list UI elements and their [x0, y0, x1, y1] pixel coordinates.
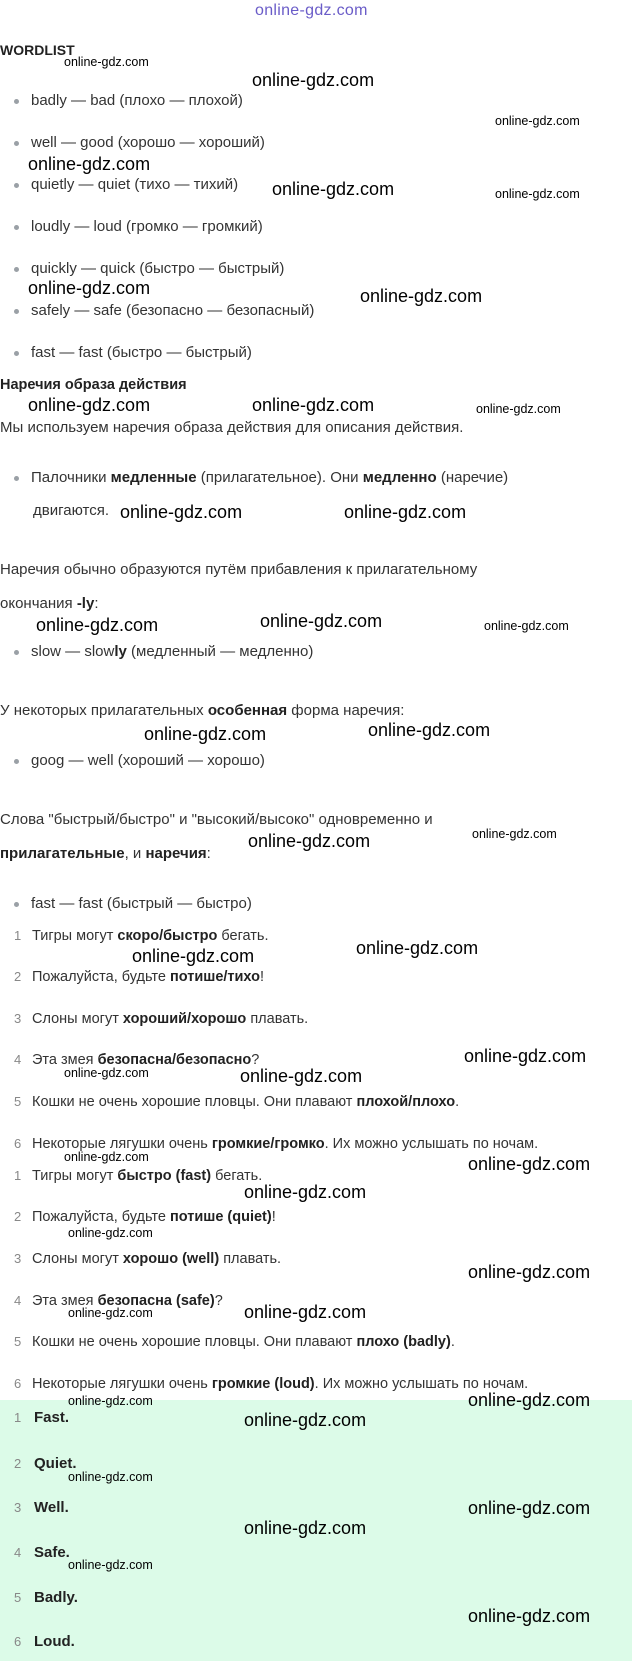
watermark: online-gdz.com [464, 1046, 587, 1066]
wordlist-item: quietly — quiet (тихо — тихий) [14, 176, 238, 193]
bullet-icon [14, 759, 19, 764]
watermark: online-gdz.com [468, 1390, 591, 1410]
watermark: online-gdz.com [360, 286, 483, 306]
paragraph: Мы используем наречия образа действия для описания действия. [0, 419, 464, 436]
watermark: online-gdz.com [260, 611, 383, 631]
watermark: online-gdz.com [468, 1498, 591, 1518]
bullet-icon [14, 650, 19, 655]
answer-item: 1 Fast. [14, 1409, 70, 1426]
watermark: online-gdz.com [248, 831, 371, 851]
paragraph: Наречия обычно образуются путём прибавления к прилагательному [0, 561, 478, 578]
translation-item: 2 Пожалуйста, будьте потише (quiet)! [14, 1209, 276, 1225]
watermark: online-gdz.com [68, 1306, 153, 1320]
exercise-item: 6 Некоторые лягушки очень громкие/громко. Их можно услышать по ночам. [14, 1136, 539, 1152]
watermark: online-gdz.com [68, 1394, 153, 1408]
watermark: online-gdz.com [64, 1066, 149, 1080]
watermark: online-gdz.com [252, 70, 375, 90]
watermark: online-gdz.com [132, 946, 255, 966]
paragraph: Слова "быстрый/быстро" и "высокий/высоко" одновременно и [0, 811, 433, 828]
watermark: online-gdz.com [472, 827, 557, 841]
watermark: online-gdz.com [240, 1066, 363, 1086]
bullet-icon [14, 902, 19, 907]
translation-item: 1 Тигры могут быстро (fast) бегать. [14, 1168, 263, 1184]
example-item: fast — fast (быстрый — быстро) [14, 895, 252, 912]
exercise-item: 5 Кошки не очень хорошие пловцы. Они плавают плохой/плохо. [14, 1094, 460, 1110]
watermark: online-gdz.com [484, 619, 569, 633]
bullet-icon [14, 476, 19, 481]
translation-item: 3 Слоны могут хорошо (well) плавать. [14, 1251, 282, 1267]
watermark: online-gdz.com [495, 187, 580, 201]
watermark: online-gdz.com [476, 402, 561, 416]
watermark: online-gdz.com [68, 1226, 153, 1240]
watermark: online-gdz.com [36, 615, 159, 635]
example-item: goog — well (хороший — хорошо) [14, 752, 265, 769]
answer-item: 2 Quiet. [14, 1455, 77, 1472]
example-item: slow — slowly (медленный — медленно) [14, 643, 313, 660]
exercise-item: 1 Тигры могут скоро/быстро бегать. [14, 928, 269, 944]
answer-item: 4 Safe. [14, 1544, 70, 1561]
bullet-icon [14, 99, 19, 104]
watermark: online-gdz.com [28, 395, 151, 415]
watermark: online-gdz.com [120, 502, 243, 522]
wordlist-item: badly — bad (плохо — плохой) [14, 92, 243, 109]
exercise-item: 4 Эта змея безопасна/безопасно? [14, 1052, 260, 1068]
example-item: Палочники медленные (прилагательное). Они медленно (наречие) [14, 469, 508, 486]
paragraph: прилагательные, и наречия: [0, 845, 211, 862]
example-continuation: двигаются. [33, 502, 109, 519]
site-logo[interactable]: online-gdz.com [255, 2, 368, 19]
watermark: online-gdz.com [468, 1154, 591, 1174]
bullet-icon [14, 267, 19, 272]
wordlist-item: well — good (хорошо — хороший) [14, 134, 265, 151]
wordlist-item: loudly — loud (громко — громкий) [14, 218, 263, 235]
translation-item: 4 Эта змея безопасна (safe)? [14, 1293, 223, 1309]
wordlist-title: WORDLIST [0, 42, 75, 58]
wordlist-item: safely — safe (безопасно — безопасный) [14, 302, 314, 319]
answer-item: 3 Well. [14, 1499, 69, 1516]
bullet-icon [14, 225, 19, 230]
watermark: online-gdz.com [244, 1518, 367, 1538]
paragraph: окончания -ly: [0, 595, 99, 612]
watermark: online-gdz.com [244, 1410, 367, 1430]
bullet-icon [14, 351, 19, 356]
paragraph: У некоторых прилагательных особенная форма наречия: [0, 702, 405, 719]
watermark: online-gdz.com [356, 938, 479, 958]
exercise-item: 2 Пожалуйста, будьте потише/тихо! [14, 969, 265, 985]
watermark: online-gdz.com [244, 1302, 367, 1322]
exercise-item: 3 Слоны могут хороший/хорошо плавать. [14, 1011, 309, 1027]
watermark: online-gdz.com [495, 114, 580, 128]
watermark: online-gdz.com [252, 395, 375, 415]
answer-item: 5 Badly. [14, 1589, 78, 1606]
watermark: online-gdz.com [68, 1558, 153, 1572]
wordlist-item: quickly — quick (быстро — быстрый) [14, 260, 284, 277]
watermark: online-gdz.com [28, 154, 151, 174]
translation-item: 6 Некоторые лягушки очень громкие (loud). Их можно услышать по ночам. [14, 1376, 529, 1392]
watermark: online-gdz.com [244, 1182, 367, 1202]
watermark: online-gdz.com [144, 724, 267, 744]
bullet-icon [14, 183, 19, 188]
watermark: online-gdz.com [272, 179, 395, 199]
bullet-icon [14, 309, 19, 314]
watermark: online-gdz.com [468, 1606, 591, 1626]
watermark: online-gdz.com [68, 1470, 153, 1484]
translation-item: 5 Кошки не очень хорошие пловцы. Они плавают плохо (badly). [14, 1334, 455, 1350]
answer-item: 6 Loud. [14, 1633, 75, 1650]
watermark: online-gdz.com [64, 1150, 149, 1164]
watermark: online-gdz.com [64, 55, 149, 69]
watermark: online-gdz.com [28, 278, 151, 298]
watermark: online-gdz.com [344, 502, 467, 522]
watermark: online-gdz.com [468, 1262, 591, 1282]
watermark: online-gdz.com [368, 720, 491, 740]
wordlist-item: fast — fast (быстро — быстрый) [14, 344, 252, 361]
section-heading: Наречия образа действия [0, 377, 187, 393]
bullet-icon [14, 141, 19, 146]
